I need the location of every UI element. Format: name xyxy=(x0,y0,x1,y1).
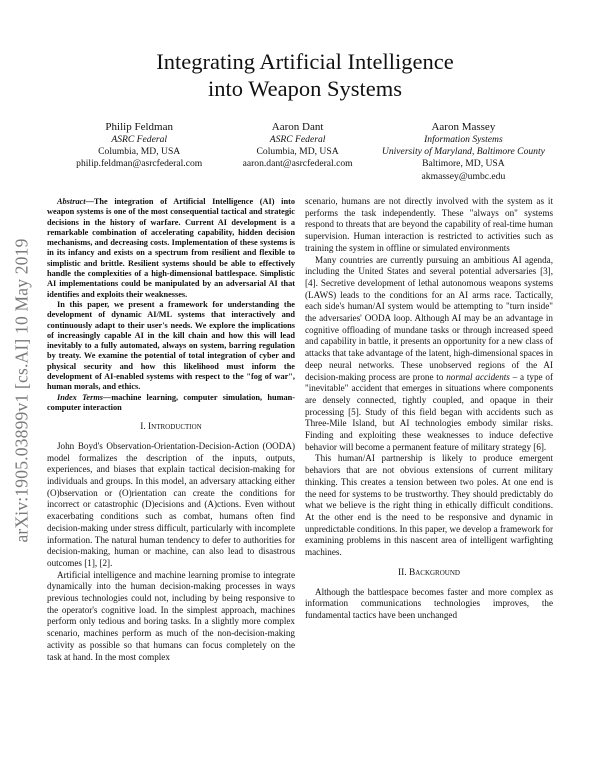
right-column xyxy=(305,196,553,622)
author-email: akmassey@umbc.edu xyxy=(421,170,506,182)
author-block xyxy=(60,120,550,183)
index-terms-label: Index Terms xyxy=(57,392,104,402)
author-2 xyxy=(218,120,376,183)
left-column xyxy=(47,197,295,663)
body-paragraph-partnership: This human/AI partnership is likely to produce emergent behaviors that are not obvious extensions of current military thinking. This creates a tension between two poles. At one end is the need for systems to be trustworthy. They should predictably do what we believe is the right thing in ethically difficult conditions. At the other end is the need to be responsive and dynamic in unpredictable conditions. In this paper, we develop a framework for examining problems in this nascent area of intelligent warfighting machines. xyxy=(305,453,553,558)
author-3 xyxy=(377,120,550,183)
abstract-paragraph-1: —The integration of Artificial Intelligence (AI) into weapon systems is one of the most consequential tactical and strategic decisions in the history of warfare. Current AI development is a remarkable combination of accelerating capability, hidden decision mechanisms, and decreasing costs. Implementation of these systems is in its infancy and exists on a spectrum from resilient and flexible to simplistic and brittle. Resilient systems should be able to effectively handle the complexities of a high-dimensional battlespace. Simplistic AI implementations could be manipulated by an adversarial AI that identifies and exploits their weaknesses. xyxy=(47,197,295,299)
intro-paragraph-2: Artificial intelligence and machine learning promise to integrate dynamically into the human decision-making processes in ways previous technologies could not, including by being responsive to the operator's cognitive load. In the simplest approach, machines perform only tedious and boring tasks. In a slightly more complex scenario, machines perform as much of the non-decision-making activity as possible so that humans can focus completely on the task at hand. In the most complex xyxy=(47,569,295,662)
author-location: Columbia, MD, USA xyxy=(256,146,339,158)
author-affiliation-2: University of Maryland, Baltimore County xyxy=(381,146,545,158)
author-affiliation: Information Systems xyxy=(424,134,503,145)
author-name: Aaron Massey xyxy=(431,121,496,133)
author-name: Aaron Dant xyxy=(271,121,324,133)
abstract-label: Abstract xyxy=(57,197,86,206)
arxiv-identifier: arXiv:1905.03899v1 [cs.AI] 10 May 2019 xyxy=(11,237,32,543)
body-paragraph-ai-agenda: Many countries are currently pursuing an ambitious AI agenda, including the United States and several potential adversaries [3], [4]. Secretive development of lethal autonomous weapons systems (LAWS) leads to the conditions for an AI arms race. Tactically, each side's human/AI system would be attempting to "turn inside" the adversaries' OODA loop. Although AI may be an advantage in cognitive offloading of mundane tasks or through increased speed and capability in battle, it presents an opportunity for a new class of attacks that take advantage of the latent, high-dimensional spaces in deep neural networks. These unobserved regions of the AI decision-making process are prone to normal accidents – a type of "inevitable" accident that emerges in situations where components are densely connected, tightly coupled, and opaque in their processing [5]. Study of this field began with accidents such as Three-Mile Island, but AI technologies embody similar risks. Finding and exploiting these weaknesses to induce defective behavior will become a permanent feature of military strategy [6]. xyxy=(305,254,553,452)
author-email: philip.feldman@asrcfederal.com xyxy=(76,158,203,170)
author-name: Philip Feldman xyxy=(105,121,173,133)
background-paragraph-1: Although the battlespace becomes faster and more complex as information communications technologies improves, the fundamental tactics have been unchanged xyxy=(305,586,553,620)
body-paragraph-continued: scenario, humans are not directly involved with the system as it performs the task independently. These "always on" systems respond to threats that are beyond the capability of real-time human supervision. Human interaction is restricted to activities such as training the system in offline or simulated environments xyxy=(305,196,553,253)
author-affiliation: ASRC Federal xyxy=(269,134,326,145)
index-terms: —machine learning, computer simulation, human-computer interaction xyxy=(47,392,296,412)
author-1 xyxy=(60,120,218,183)
abstract xyxy=(47,197,295,413)
section-heading-introduction: I. Introduction xyxy=(140,422,202,433)
author-location: Columbia, MD, USA xyxy=(98,146,181,158)
author-location: Baltimore, MD, USA xyxy=(422,158,505,170)
section-heading-background: II. Background xyxy=(398,567,460,578)
title-line-1: Integrating Artificial Intelligence xyxy=(156,49,454,74)
abstract-paragraph-2: In this paper, we present a framework for understanding the development of dynamic AI/ML systems that interactively and continuously adapt to their user's needs. We explore the implications of increasingly capable AI in the kill chain and how this will lead inevitably to a fully automated, always on system, barring regulation by treaty. We examine the potential of total integration of cyber and physical security and how this likelihood must inform the development of AI-enabled systems with respect to the "fog of war", human morals, and ethics. xyxy=(47,299,295,392)
author-affiliation: ASRC Federal xyxy=(111,134,168,145)
title-line-2: into Weapon Systems xyxy=(207,76,403,101)
emphasis-normal-accidents: normal accidents xyxy=(446,371,510,382)
author-email: aaron.dant@asrcfederal.com xyxy=(242,158,353,170)
intro-paragraph-1: John Boyd's Observation-Orientation-Decision-Action (OODA) model formalizes the description of the inputs, outputs, experiences, and biases that explain tactical decision-making for individuals and groups. In this model, an adversary attacking either (O)bservation or (O)rientation can create the conditions for incorrect or catastrophic (D)ecisions and (A)ctions. Even without exacerbating conditions such as combat, humans often find decision-making under stress difficult, particularly with incomplete information. The natural human tendency to defer to authorities for decision-making, human or machine, can also lead to disastrous outcomes [1], [2]. xyxy=(47,440,295,568)
paper-title xyxy=(60,48,550,102)
